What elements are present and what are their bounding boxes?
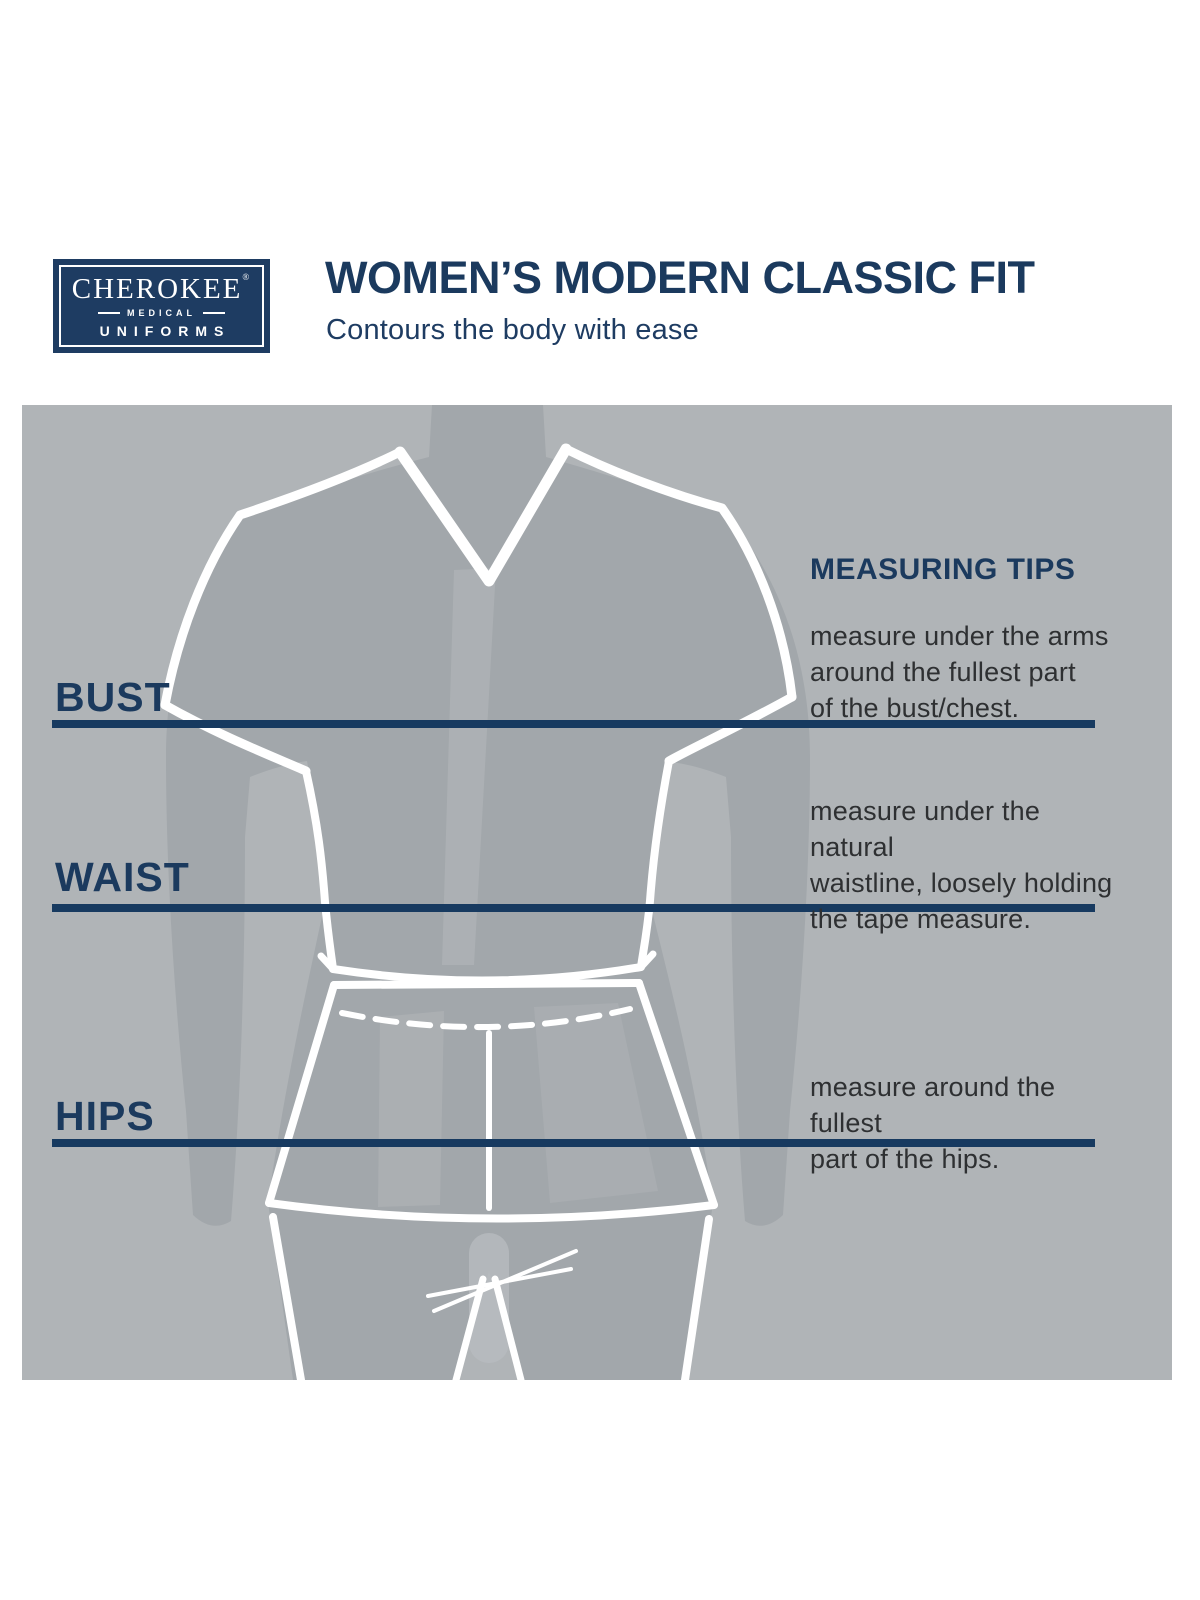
measuring-tips-heading: MEASURING TIPS xyxy=(810,553,1076,586)
page-subtitle: Contours the body with ease xyxy=(326,314,699,346)
waistband-line xyxy=(334,983,639,985)
fit-illustration-panel xyxy=(22,405,1172,1380)
brand-name-text: CHEROKEE xyxy=(71,272,243,305)
page-title: WOMEN’S MODERN CLASSIC FIT xyxy=(325,252,1035,303)
registered-mark: ® xyxy=(242,271,252,282)
brand-division-row xyxy=(98,309,225,318)
bust-tip-text: measure under the arms around the fullest part of the bust/chest. xyxy=(810,621,1109,723)
brand-product-line: UNIFORMS xyxy=(99,322,231,339)
cherokee-logo xyxy=(53,259,270,353)
cherokee-logo-frame xyxy=(59,265,264,347)
brand-division: MEDICAL xyxy=(127,307,196,318)
waist-label: WAIST xyxy=(55,854,190,900)
hips-label: HIPS xyxy=(55,1093,155,1139)
hips-tip-text: measure around the fullest part of the hips. xyxy=(810,1072,1056,1174)
dash-rule-left xyxy=(98,312,120,314)
waist-tip-text: measure under the natural waistline, loosely holding the tape measure. xyxy=(810,796,1113,934)
bust-label: BUST xyxy=(55,674,171,720)
pants-highlight-left xyxy=(378,1011,444,1207)
dash-rule-right xyxy=(203,312,225,314)
brand-name xyxy=(71,271,252,305)
